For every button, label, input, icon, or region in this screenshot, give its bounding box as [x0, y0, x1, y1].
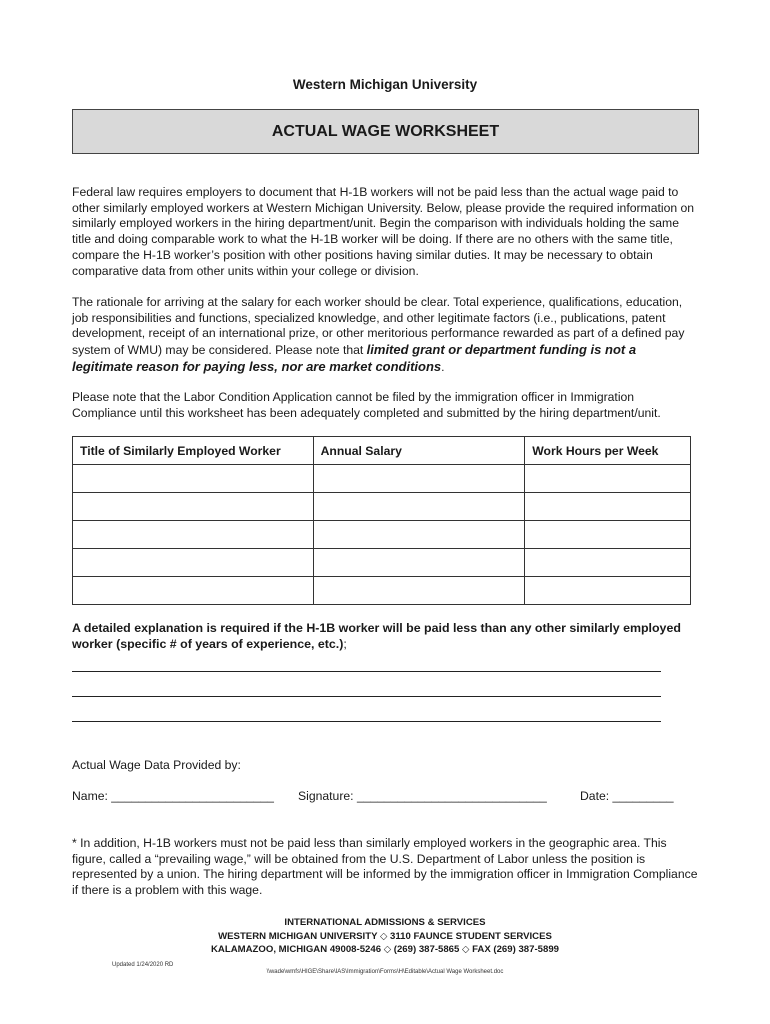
cell-salary[interactable] — [313, 493, 525, 521]
cell-title[interactable] — [73, 465, 314, 493]
lca-paragraph: Please note that the Labor Condition Application cannot be filed by the immigration officer in Immigration Compliance until this worksheet has been adequately completed and submitted by the hiring department/unit. — [72, 390, 661, 420]
university-name: Western Michigan University — [292, 77, 478, 92]
explanation-suffix: ; — [343, 637, 347, 651]
explanation-line-2[interactable] — [72, 696, 661, 697]
header-salary: Annual Salary — [313, 437, 525, 465]
cell-salary[interactable] — [313, 549, 525, 577]
footer-address — [0, 916, 770, 957]
footer-line-2: WESTERN MICHIGAN UNIVERSITY ◇ 3110 FAUNCE STUDENT SERVICES — [218, 930, 552, 942]
cell-hours[interactable] — [525, 521, 691, 549]
cell-hours[interactable] — [525, 465, 691, 493]
cell-title[interactable] — [73, 549, 314, 577]
rationale-text: The rationale for arriving at the salary for each worker should be clear. Total experience, qualifications, education, job responsibilities and functions, specialized knowledge, and other legitimate factors (i.e., publications, patent development, receipt of an international prize, or other meritorious performance rewarded as part of a defined pay system of WMU) may be considered. Please note that — [72, 295, 685, 358]
table-header-row — [73, 437, 691, 465]
footer-line-3: KALAMAZOO, MICHIGAN 49008-5246 ◇ (269) 387-5865 ◇ FAX (269) 387-5899 — [210, 944, 559, 955]
cell-hours[interactable] — [525, 549, 691, 577]
table-row — [73, 549, 691, 577]
updated-date: Updated 1/24/2020 RD — [112, 962, 174, 968]
cell-title[interactable] — [73, 493, 314, 521]
explanation-line-3[interactable] — [72, 721, 661, 722]
explanation-text: A detailed explanation is required if the H-1B worker will be paid less than any other similarly employed worker (specific # of years of experience, etc.) — [72, 621, 681, 651]
explanation-label — [72, 620, 682, 652]
rationale-paragraph — [72, 295, 700, 376]
cell-hours[interactable] — [525, 577, 691, 605]
prevailing-wage-note: * In addition, H-1B workers must not be paid less than similarly employed workers in the geographic area. This figure, called a “prevailing wage,” will be obtained from the U.S. Department of Labor unless the position is represented by a union. The hiring department will be informed by the immigration officer in Immigration Compliance if there is a problem with this wage. — [72, 836, 698, 898]
signature-field[interactable]: Signature: ____________________________ — [298, 789, 547, 803]
cell-salary[interactable] — [313, 577, 525, 605]
rationale-emphasis: limited grant or department funding is not a legitimate reason for paying less, nor are market conditions — [72, 342, 637, 374]
page-title-text: ACTUAL WAGE WORKSHEET — [271, 122, 500, 140]
table-row — [73, 521, 691, 549]
signature-row — [72, 789, 692, 805]
cell-salary[interactable] — [313, 465, 525, 493]
name-field[interactable]: Name: ________________________ — [72, 789, 274, 803]
date-field[interactable]: Date: _________ — [580, 789, 674, 803]
table-row — [73, 465, 691, 493]
explanation-line-1[interactable] — [72, 671, 661, 672]
wage-table — [72, 436, 691, 605]
table-row — [73, 577, 691, 605]
cell-title[interactable] — [73, 521, 314, 549]
header-hours: Work Hours per Week — [525, 437, 691, 465]
header-title: Title of Similarly Employed Worker — [73, 437, 314, 465]
cell-hours[interactable] — [525, 493, 691, 521]
table-row — [73, 493, 691, 521]
cell-salary[interactable] — [313, 521, 525, 549]
footer-line-1: INTERNATIONAL ADMISSIONS & SERVICES — [284, 917, 486, 928]
rationale-end: . — [441, 359, 445, 374]
cell-title[interactable] — [73, 577, 314, 605]
intro-paragraph: Federal law requires employers to document that H-1B workers will not be paid less than the actual wage paid to other similarly employed workers at Western Michigan University. Below, please provide the required information on similarly employed workers in the hiring department/unit. Begin the comparison with individuals holding the same title and doing comparable work to what the H-1B worker will be doing. If there are no others with the same title, compare the H-1B worker’s position with other positions having similar duties. It may be necessary to obtain comparative data from other units within your college or division. — [72, 185, 695, 278]
page-title — [72, 109, 699, 154]
file-path: \\wade\wmfs\HIGE\Share\IAS\Immigration\Forms\H\Editable\Actual Wage Worksheet.doc — [266, 969, 504, 975]
provided-by-label: Actual Wage Data Provided by: — [72, 758, 241, 772]
